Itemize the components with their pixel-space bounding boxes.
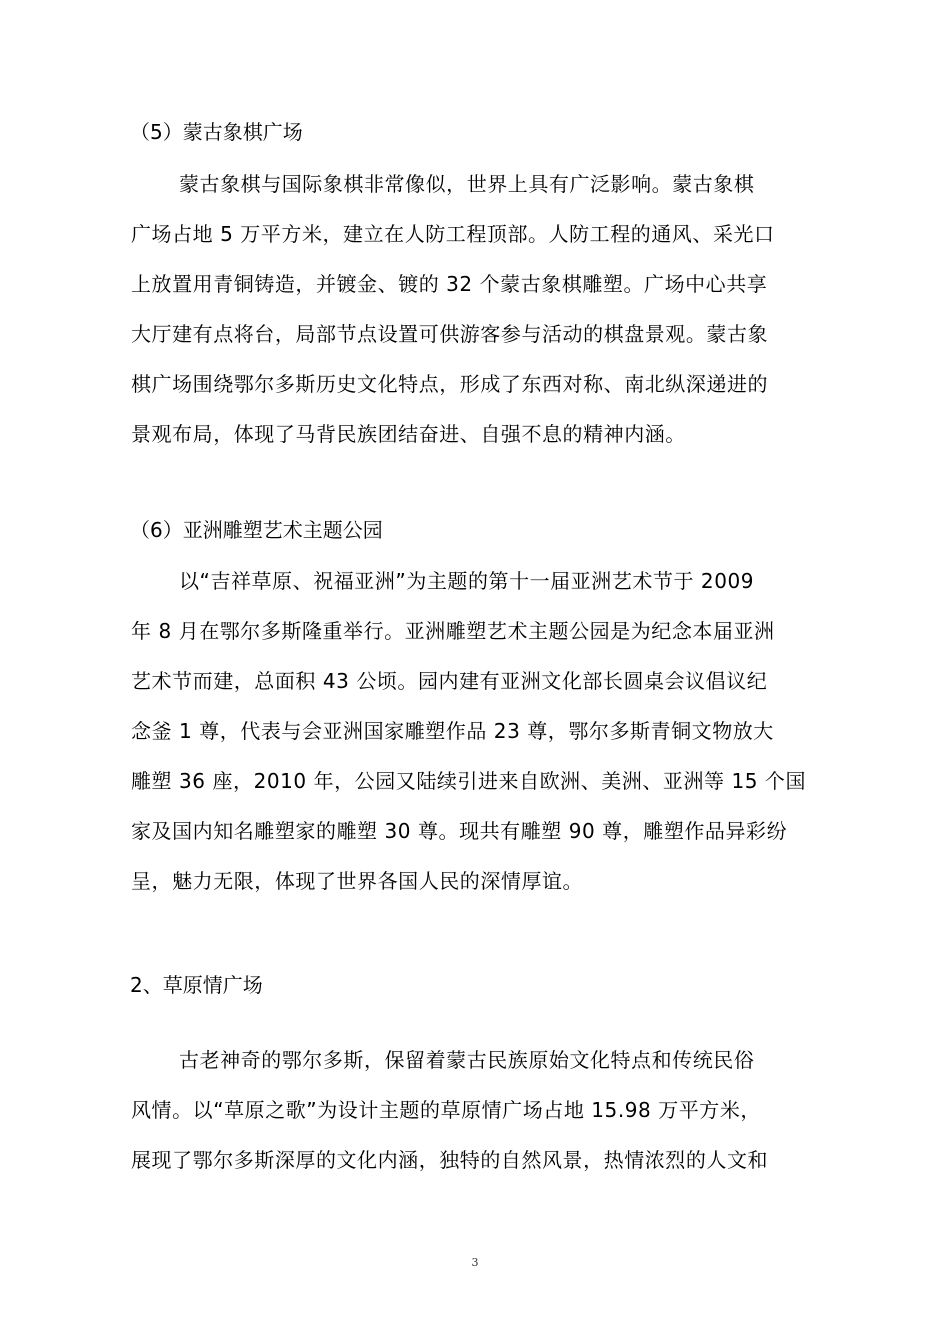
- paragraph-line: 大厅建有点将台，局部节点设置可供游客参与活动的棋盘景观。蒙古象: [131, 322, 769, 346]
- paragraph-line: 艺术节而建，总面积 43 公顷。园内建有亚洲文化部长圆桌会议倡议纪: [131, 669, 768, 693]
- paragraph-line: 古老神奇的鄂尔多斯，保留着蒙古民族原始文化特点和传统民俗: [179, 1048, 755, 1072]
- page-number: 3: [471, 1256, 479, 1269]
- paragraph-line: 棋广场围绕鄂尔多斯历史文化特点，形成了东西对称、南北纵深递进的: [131, 372, 769, 396]
- paragraph-line: 家及国内知名雕塑家的雕塑 30 尊。现共有雕塑 90 尊，雕塑作品异彩纷: [131, 819, 788, 843]
- paragraph-line: 呈，魅力无限，体现了世界各国人民的深情厚谊。: [131, 869, 584, 893]
- section-heading-grassland-square: 2、草原情广场: [130, 973, 263, 997]
- paragraph-line: 蒙古象棋与国际象棋非常像似，世界上具有广泛影响。蒙古象棋: [179, 172, 755, 196]
- paragraph-line: 风情。以“草原之歌”为设计主题的草原情广场占地 15.98 万平方米，: [131, 1098, 761, 1122]
- paragraph-line: 展现了鄂尔多斯深厚的文化内涵，独特的自然风景，热情浓烈的人文和: [131, 1148, 769, 1172]
- paragraph-line: 广场占地 5 万平方米，建立在人防工程顶部。人防工程的通风、采光口: [131, 222, 775, 246]
- paragraph-line: 上放置用青铜铸造，并镀金、镀的 32 个蒙古象棋雕塑。广场中心共享: [131, 272, 768, 296]
- paragraph-line: 雕塑 36 座，2010 年，公园又陆续引进来自欧洲、美洲、亚洲等 15 个国: [131, 769, 807, 793]
- paragraph-line: 景观布局，体现了马背民族团结奋进、自强不息的精神内涵。: [131, 422, 686, 446]
- paragraph-line: 念釜 1 尊，代表与会亚洲国家雕塑作品 23 尊，鄂尔多斯青铜文物放大: [131, 719, 774, 743]
- paragraph-line: 年 8 月在鄂尔多斯隆重举行。亚洲雕塑艺术主题公园是为纪念本届亚洲: [131, 619, 775, 643]
- section-heading-5: （5）蒙古象棋广场: [130, 120, 303, 144]
- section-heading-6: （6）亚洲雕塑艺术主题公园: [130, 518, 383, 542]
- paragraph-line: 以“吉祥草原、祝福亚洲”为主题的第十一届亚洲艺术节于 2009: [179, 569, 755, 593]
